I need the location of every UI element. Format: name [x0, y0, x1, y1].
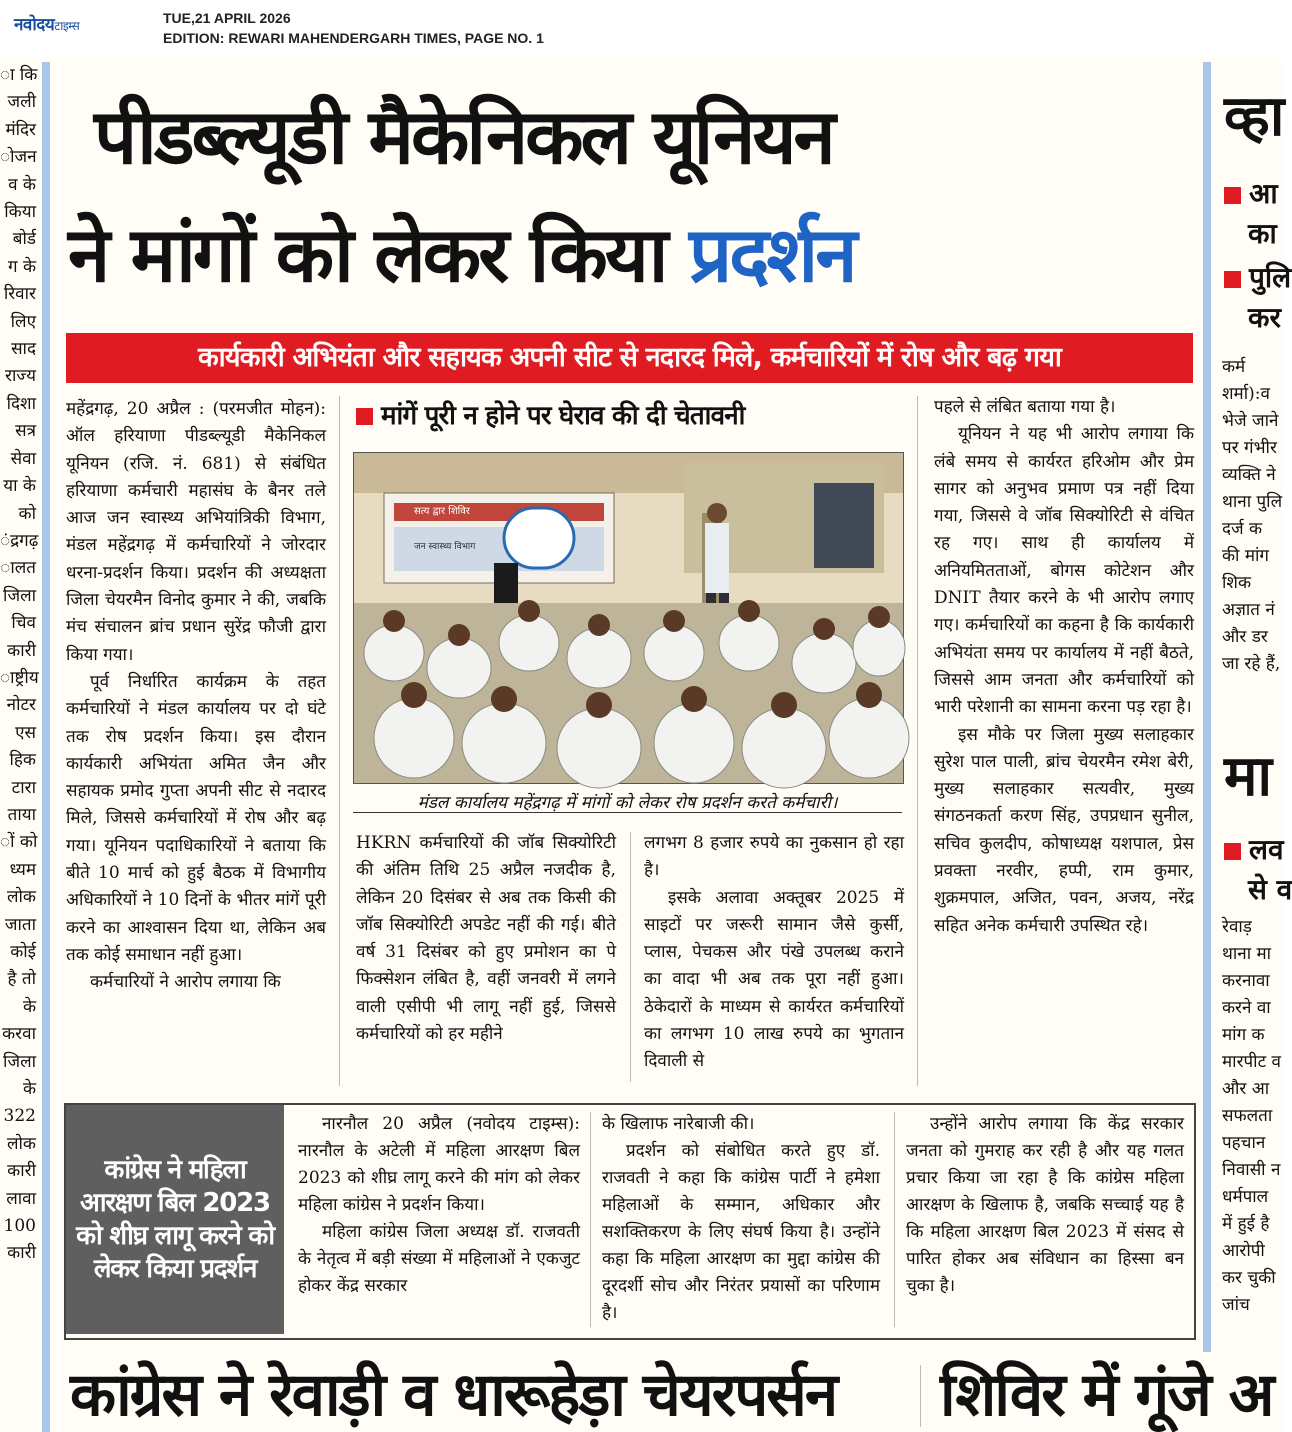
article-column-2b	[644, 830, 904, 1076]
main-headline-line2	[68, 200, 854, 310]
box-story-column-1	[298, 1111, 580, 1300]
left-strip-line: चिव	[11, 613, 36, 634]
article-column-2a	[356, 830, 616, 1048]
right-strip-line: अज्ञात नं	[1222, 600, 1275, 620]
left-strip-line: जली	[7, 92, 36, 113]
right-strip-line: धर्मपाल	[1222, 1187, 1269, 1207]
left-strip-line: ध्यम	[9, 859, 36, 880]
paragraph: महेंद्रगढ़, 20 अप्रैल : (परमजीत मोहन): ऑल हरियाणा पीडब्ल्यूडी मैकेनिकल यूनियन (रजि. नं. 681) से संबंधित हरियाणा कर्मचारी महासंघ के बैनर तले आज जन स्वास्थ्य अभियांत्रिकी विभाग, मंडल महेंद्रगढ़ में कर्मचारियों ने जोरदार धरना-प्रदर्शन किया। प्रदर्शन की अध्यक्षता जिला चेयरमैन विनोद कुमार ने की, जबकि मंच संचालन ब्रांच प्रधान सुरेंद्र फौजी द्वारा किया गया।	[66, 399, 326, 665]
left-strip-line: ालत	[0, 558, 36, 579]
red-subheadline-banner: कार्यकारी अभियंता और सहायक अपनी सीट से नदारद मिले, कर्मचारियों में रोष और बढ़ गया	[66, 333, 1193, 383]
right-headline: व्हा	[1224, 84, 1285, 149]
left-strip-line: सेवा	[10, 448, 36, 469]
red-square-bullet	[356, 408, 373, 425]
left-strip-line: नोटर	[6, 695, 36, 716]
column-divider	[894, 1112, 895, 1327]
left-strip-line: कारी	[7, 640, 36, 661]
bottom-headline-left: कांग्रेस ने रेवाड़ी व धारूहेड़ा चेयरपर्सन	[70, 1360, 837, 1430]
left-strip-line: 100	[3, 1216, 36, 1237]
left-strip-line: ोजन	[0, 147, 37, 168]
paragraph: के खिलाफ नारेबाजी की।	[602, 1114, 755, 1134]
edition-date: TUE,21 APRIL 2026	[163, 10, 291, 26]
photo-caption: मंडल कार्यालय महेंद्रगढ़ में मांगों को लेकर रोष प्रदर्शन करते कर्मचारी।	[417, 793, 838, 813]
paragraph: पूर्व निर्धारित कार्यक्रम के तहत कर्मचारियों ने मंडल कार्यालय पर दो घंटे तक रोष प्रदर्शन किया। इस दौरान कार्यकारी अभियंता अमित जैन और सहायक प्रमोद गुप्ता अपनी सीट से नदारद मिले, जिससे कर्मचारियों में रोष और बढ़ गया। यूनियन पदाधिकारियों ने बताया कि बीते 10 मार्च को हुई बैठक में विभागीय अधिकारियों ने 10 दिनों के भीतर मांगें पूरी करने का आश्वासन दिया था, लेकिन अब तक कोई समाधान नहीं हुआ।	[66, 671, 326, 965]
right-strip-line: में हुई है	[1222, 1214, 1270, 1234]
logo-subtext: टाइम्स	[54, 19, 80, 33]
right-strip-line: शिक	[1222, 573, 1252, 593]
right-strip-line: पहचान	[1222, 1133, 1266, 1153]
bottom-headline-right: शिविर में गूंजे अ	[940, 1360, 1273, 1430]
article-column-1	[66, 396, 326, 997]
right-strip-line: और डर	[1222, 627, 1268, 647]
paragraph: HKRN कर्मचारियों की जॉब सिक्योरिटी की अंतिम तिथि 25 अप्रैल नजदीक है, लेकिन 20 दिसंबर से अब तक किसी की जॉब सिक्योरिटी अपडेट नहीं की गई। बीते वर्ष 31 दिसंबर को हुए प्रमोशन का पे फिक्सेशन लंबित है, वहीं जनवरी में लगने वाली एसीपी भी लागू नहीं हुई, जिससे कर्मचारियों को हर महीने	[356, 833, 616, 1045]
right-column-divider	[1203, 62, 1211, 1352]
protest-photo[interactable]	[353, 452, 904, 784]
paragraph: इसके अलावा अक्तूबर 2025 में साइटों पर जरूरी सामान जैसे कुर्सी, प्लास, पेचकस और पंखे उपलब्ध कराने का वादा भी अब तक पूरा नहीं हुआ। ठेकेदारों के माध्यम से कार्यरत कर्मचारियों का लगभग 10 लाख रुपये का भुगतान दिवाली से	[644, 887, 904, 1072]
left-strip-line: को	[18, 503, 36, 524]
red-square-bullet	[1224, 843, 1241, 860]
paragraph: प्रदर्शन को संबोधित करते हुए डॉ. राजवती ने कहा कि कांग्रेस पार्टी ने हमेशा महिलाओं के सम्मान, अधिकार और सशक्तिकरण के लिए संघर्ष किया है। उन्होंने कहा कि महिला आरक्षण का मुद्दा कांग्रेस की दूरदर्शी सोच और निरंतर प्रयासों का परिणाम है।	[602, 1141, 880, 1323]
column-divider	[920, 1365, 921, 1427]
box-story-title: कांग्रेस ने महिला आरक्षण बिल 2023 को शीघ्र लागू करने को लेकर किया प्रदर्शन	[66, 1105, 284, 1334]
paragraph: लगभग 8 हजार रुपये का नुकसान हो रहा है।	[644, 833, 904, 881]
right-headline-2: मा	[1224, 744, 1272, 809]
photo-banner-text: सत्य द्वार शिविर	[414, 506, 470, 517]
column-divider	[590, 1112, 591, 1327]
right-strip-line: आरोपी	[1222, 1241, 1265, 1261]
article-column-3	[934, 394, 1194, 940]
left-strip-line: लिए	[10, 311, 36, 332]
left-strip-line: लोक	[7, 887, 36, 908]
right-strip-line: दर्ज क	[1222, 519, 1263, 539]
right-strip-line: कर चुकी	[1222, 1268, 1276, 1288]
right-strip-line: कर्म	[1222, 357, 1246, 377]
left-strip-line: हिक	[9, 750, 36, 771]
right-strip-line: थाना मा	[1222, 944, 1272, 964]
left-column-divider	[42, 62, 50, 1432]
left-strip-line: टारा	[11, 777, 36, 798]
main-headline-line1: पीडब्ल्यूडी मैकेनिकल यूनियन	[94, 92, 833, 181]
red-square-bullet	[1224, 271, 1241, 288]
right-strip-line: मारपीट व	[1222, 1052, 1282, 1072]
right-bullet-cont: का	[1248, 217, 1277, 250]
right-strip-line: व्यक्ति ने	[1222, 465, 1276, 485]
photo-banner-text: जन स्वास्थ्य विभाग	[414, 542, 476, 552]
right-bullet-text: पुलि	[1249, 261, 1292, 294]
left-strip-line: या के	[3, 476, 36, 497]
left-strip-line: लोक	[7, 1133, 36, 1154]
left-strip-line: राज्य	[5, 366, 36, 387]
left-strip-line: कोई	[10, 942, 36, 962]
left-strip-line: ग के	[7, 256, 36, 277]
left-strip-line: जिला	[3, 585, 36, 606]
left-strip-line: ंद्रगढ़	[0, 530, 39, 551]
left-strip-line: है तो	[7, 969, 36, 990]
left-strip-line: मंदिर	[5, 119, 36, 140]
paragraph: कर्मचारियों ने आरोप लगाया कि	[90, 972, 281, 993]
left-strip-line: रिवार	[3, 284, 36, 305]
left-strip-line: व के	[8, 174, 36, 195]
left-strip-line: करवा	[2, 1024, 36, 1045]
left-strip-line: दिशा	[6, 393, 36, 414]
left-strip-line: ा कि	[0, 65, 38, 85]
right-strip-line: मांग क	[1222, 1025, 1265, 1045]
paragraph: पहले से लंबित बताया गया है।	[934, 397, 1116, 417]
left-strip-line: कारी	[7, 1243, 36, 1264]
left-strip-line: सत्र	[15, 421, 36, 442]
right-strip-line: की मांग	[1222, 546, 1270, 566]
right-bullet-text: लव	[1249, 833, 1284, 866]
left-strip-line: कारी	[7, 1161, 36, 1182]
right-strip-line: करनावा	[1222, 971, 1270, 991]
right-strip-line: भेजे जाने	[1222, 411, 1279, 431]
right-strip-line: और आ	[1222, 1079, 1270, 1099]
red-square-bullet	[1224, 187, 1241, 204]
section-subheading	[356, 396, 745, 432]
left-adjacent-column	[0, 62, 39, 1432]
right-bullet	[1224, 174, 1278, 214]
right-adjacent-column	[1212, 62, 1292, 1432]
left-strip-line: 322	[3, 1106, 36, 1127]
left-strip-line: के	[22, 1079, 36, 1100]
left-strip-line: जाता	[4, 914, 36, 935]
paragraph: नारनौल 20 अप्रैल (नवोदय टाइम्स): नारनौल के अटेली में महिला आरक्षण बिल 2023 को शीघ्र लागू करने की मांग को लेकर महिला कांग्रेस ने प्रदर्शन किया।	[298, 1114, 580, 1215]
edition-info: EDITION: REWARI MAHENDERGARH TIMES, PAGE NO. 1	[163, 30, 544, 46]
left-strip-line: जिला	[3, 1051, 36, 1072]
subheading-text: मांगें पूरी न होने पर घेराव की दी चेतावनी	[381, 401, 745, 431]
headline-text: ने मांगों को लेकर किया	[68, 210, 666, 299]
right-bullet	[1224, 830, 1284, 870]
box-story-column-3	[906, 1111, 1184, 1300]
column-divider	[917, 396, 918, 1086]
paragraph: उन्होंने आरोप लगाया कि केंद्र सरकार जनता को गुमराह कर रही है और यह गलत प्रचार किया जा रहा है कि कांग्रेस महिला आरक्षण के खिलाफ है, जबकि सच्चाई यह है कि महिला आरक्षण बिल 2023 में संसद से पारित होकर अब संविधान का हिस्सा बन चुका है।	[906, 1114, 1184, 1296]
right-strip-line: करने वा	[1222, 998, 1271, 1018]
left-strip-line: ाष्ट्रीय	[0, 667, 39, 688]
left-strip-line: साद	[11, 339, 36, 360]
right-strip-line: पर गंभीर	[1222, 438, 1277, 458]
left-strip-line: लावा	[6, 1188, 36, 1209]
left-strip-line: एस	[15, 722, 36, 743]
right-strip-line: रेवाड़	[1222, 917, 1252, 937]
right-strip-line: जांच	[1222, 1295, 1250, 1315]
paragraph: यूनियन ने यह भी आरोप लगाया कि लंबे समय से कार्यरत हरिओम और प्रेम सागर को अनुभव प्रमाण पत्र नहीं दिया गया, जिससे वे जॉब सिक्योरिटी से वंचित रह गए। साथ ही कार्यालय में अनियमितताओं, बोगस कोटेशन और DNIT तैयार करने के भी आरोप लगाए गए। कर्मचारियों का कहना है कि कार्यकारी अभियंता समय पर कार्यालय में नहीं बैठते, जिससे आम जनता और कर्मचारियों को भारी परेशानी का सामना करना पड़ रहा है।	[934, 424, 1194, 718]
newspaper-logo[interactable]	[14, 12, 79, 35]
right-bullet	[1224, 258, 1291, 298]
left-strip-line: ताया	[7, 804, 36, 825]
left-strip-line: ों को	[0, 832, 38, 853]
logo-text: नवोदय	[14, 15, 55, 35]
box-story-column-2	[602, 1111, 880, 1327]
protest-photo-illustration	[354, 453, 903, 783]
left-strip-line: के	[22, 996, 36, 1017]
left-strip-line: बोर्ड	[12, 229, 36, 250]
column-divider	[630, 832, 631, 1082]
page-header-bar	[0, 0, 1282, 59]
paragraph: महिला कांग्रेस जिला अध्यक्ष डॉ. राजवती के नेतृत्व में बड़ी संख्या में महिलाओं ने एकजुट होकर केंद्र सरकार	[298, 1222, 580, 1296]
right-bullet-cont: से व	[1248, 873, 1292, 906]
right-strip-line: शर्मा):व	[1222, 384, 1270, 404]
headline-highlight: प्रदर्शन	[688, 210, 855, 299]
paragraph: इस मौके पर जिला मुख्य सलाहकार सुरेश पाल पाली, ब्रांच चेयरमैन रमेश बेरी, मुख्य सलाहकार सत्यवीर, मुख्य संगठनकर्ता करण सिंह, उपप्रधान सुनील, सचिव कुलदीप, कोषाध्यक्ष यशपाल, प्रेस प्रवक्ता नरवीर, हप्पी, राम कुमार, शुक्रमपाल, अजित, पवन, अजय, नरेंद्र सहित अनेक कर्मचारी उपस्थित रहे।	[934, 724, 1194, 936]
right-strip-line: जा रहे हैं,	[1222, 654, 1281, 674]
right-strip-line: थाना पुलि	[1222, 492, 1283, 512]
right-bullet-cont: कर	[1248, 301, 1281, 334]
right-strip-line: सफलता	[1222, 1106, 1273, 1126]
column-divider	[339, 396, 340, 1086]
left-strip-line: किया	[4, 202, 36, 223]
right-bullet-text: आ	[1249, 177, 1278, 210]
right-strip-line: निवासी न	[1222, 1160, 1281, 1180]
